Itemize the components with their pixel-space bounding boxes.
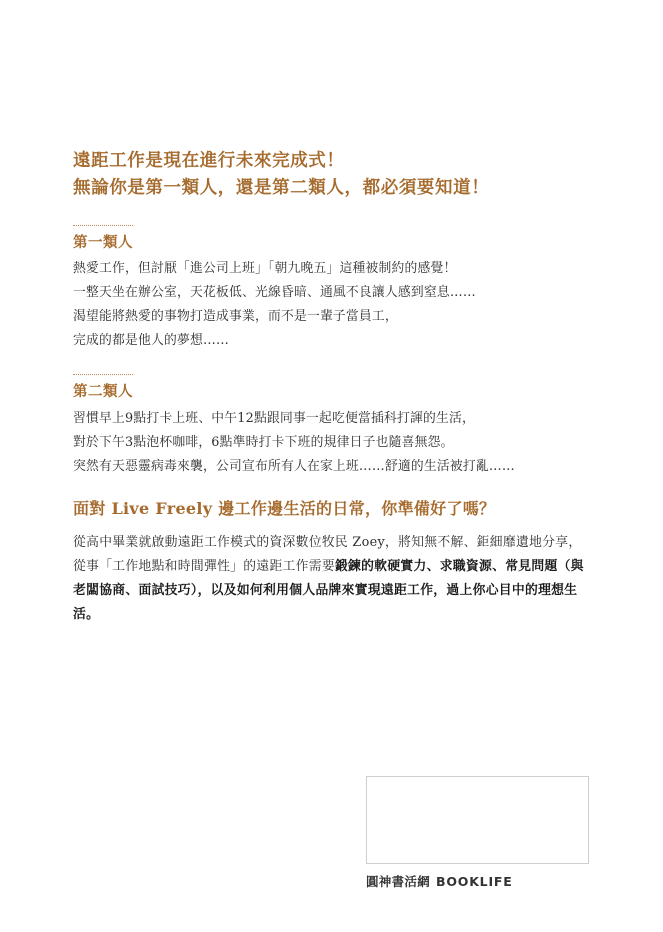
- barcode-placeholder: [366, 776, 589, 864]
- intro-paragraph: [73, 531, 593, 627]
- headline-line-2: 無論你是第一類人，還是第二類人，都必須要知道！: [73, 178, 490, 198]
- section-1-title: 第一類人: [73, 225, 133, 252]
- section-2-title: 第二類人: [73, 374, 133, 401]
- section-1-line: 完成的都是他人的夢想……: [73, 333, 229, 348]
- section-2-body: [73, 407, 515, 479]
- intro-emphasis: 鍛鍊的軟硬實力、求職資源、常見問題（與老闆協商、面試技巧），以及如何利用個人品牌來實現遠距工作，過上你心目中的理想生活。: [73, 559, 584, 622]
- section-2-line: 對於下午3點泡杯咖啡，6點準時打卡下班的規律日子也隨喜無怨。: [73, 435, 454, 450]
- section-1-line: 渴望能將熱愛的事物打造成事業，而不是一輩子當員工，: [73, 309, 398, 324]
- publisher-brand: BOOKLIFE: [436, 874, 513, 889]
- section-1-line: 一整天坐在辦公室，天花板低、光線昏暗、通風不良讓人感到窒息……: [73, 285, 476, 300]
- section-2-line: 習慣早上9點打卡上班、中午12點跟同事一起吃便當插科打諢的生活，: [73, 411, 475, 426]
- headline: [73, 148, 489, 202]
- publisher-name: 圓神書活網: [366, 874, 431, 889]
- headline-line-1: 遠距工作是現在進行未來完成式！: [73, 151, 345, 171]
- intro-text: 從高中畢業就啟動遠距工作模式的資深數位牧民 Zoey，將知無不解、鉅細靡遺地分享，從事「工作地點和時間彈性」的遠距工作需要: [73, 535, 582, 574]
- section-1-line: 熱愛工作，但討厭「進公司上班」「朝九晚五」這種被制約的感覺！: [73, 261, 457, 276]
- closing-question: 面對 Live Freely 邊工作邊生活的日常，你準備好了嗎？: [73, 499, 496, 518]
- publisher-logo: [366, 872, 513, 890]
- section-1-body: [73, 257, 476, 353]
- section-2-line: 突然有天惡靈病毒來襲，公司宣布所有人在家上班……舒適的生活被打亂……: [73, 459, 515, 474]
